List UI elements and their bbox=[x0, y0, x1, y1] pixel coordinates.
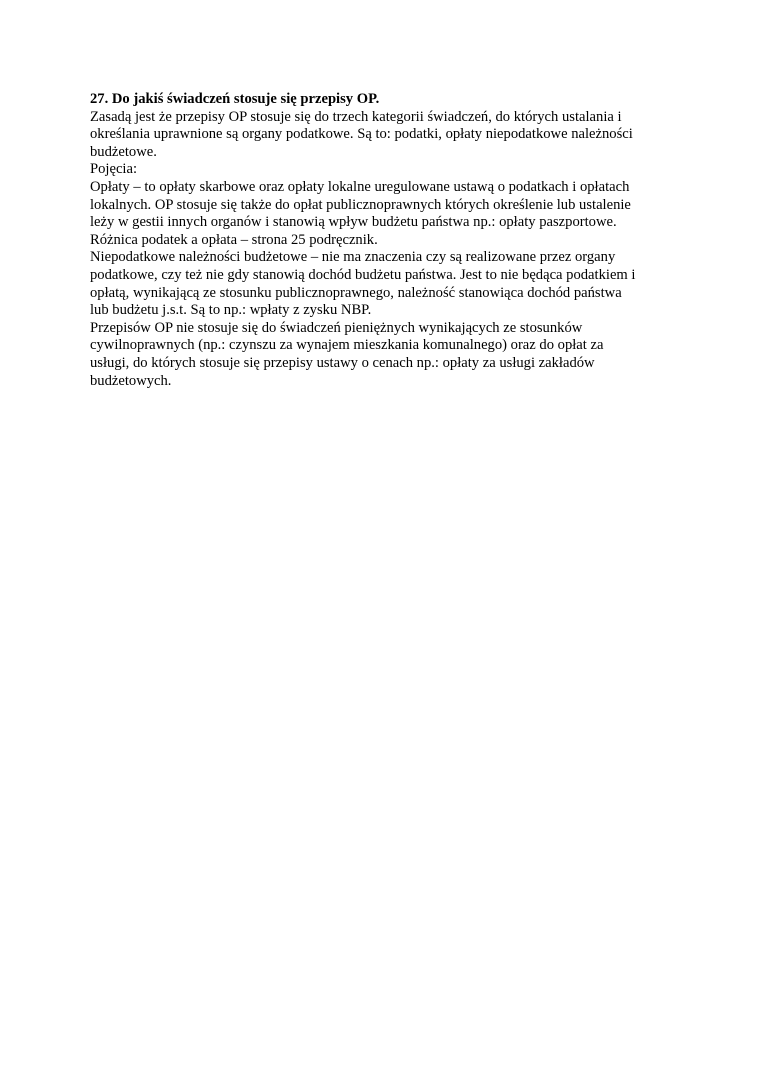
body-line: podatkowe, czy też nie gdy stanowią dochód budżetu państwa. Jest to nie będąca podatkiem i bbox=[90, 266, 636, 283]
body-line: leży w gestii innych organów i stanowią wpływ budżetu państwa np.: opłaty paszportowe. bbox=[90, 214, 617, 231]
body-line: lub budżetu j.s.t. Są to np.: wpłaty z zysku NBP. bbox=[90, 302, 372, 319]
body-line: cywilnoprawnych (np.: czynszu za wynajem mieszkania komunalnego) oraz do opłat za bbox=[90, 337, 604, 354]
body-line: Zasadą jest że przepisy OP stosuje się do trzech kategorii świadczeń, do których ustalania i bbox=[90, 108, 622, 125]
body-line: budżetowych. bbox=[90, 372, 172, 389]
body-line: budżetowe. bbox=[90, 143, 157, 160]
body-line: określania uprawnione są organy podatkowe. Są to: podatki, opłaty niepodatkowe należności bbox=[90, 126, 633, 143]
body-line: opłatą, wynikającą ze stosunku publicznoprawnego, należność stanowiąca dochód państwa bbox=[90, 284, 622, 301]
body-line: Opłaty – to opłaty skarbowe oraz opłaty lokalne uregulowane ustawą o podatkach i opłatach bbox=[90, 178, 630, 195]
section-heading: 27. Do jakiś świadczeń stosuje się przepisy OP. bbox=[90, 91, 380, 107]
body-line: Różnica podatek a opłata – strona 25 podręcznik. bbox=[90, 231, 378, 248]
body-line: Pojęcia: bbox=[90, 161, 138, 178]
body-line: Niepodatkowe należności budżetowe – nie ma znaczenia czy są realizowane przez organy bbox=[90, 249, 616, 266]
body-line: lokalnych. OP stosuje się także do opłat publicznoprawnych których określenie lub ustalenie bbox=[90, 196, 631, 213]
body-line: Przepisów OP nie stosuje się do świadczeń pieniężnych wynikających ze stosunków bbox=[90, 319, 583, 336]
document-body bbox=[90, 91, 675, 390]
body-line: usługi, do których stosuje się przepisy ustawy o cenach np.: opłaty za usługi zakładów bbox=[90, 354, 595, 371]
